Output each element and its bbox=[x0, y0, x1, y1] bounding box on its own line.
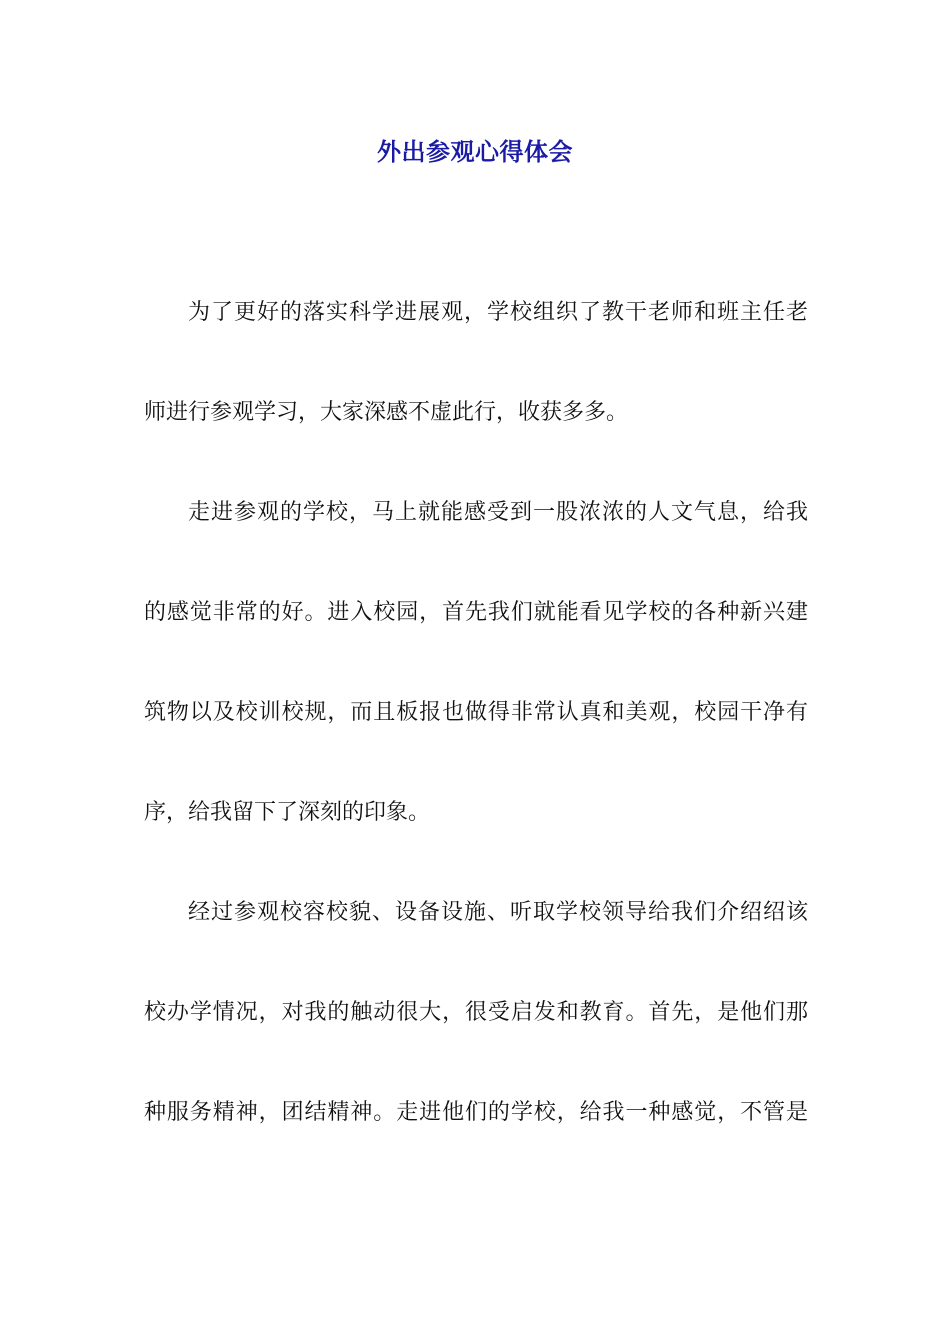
paragraph-3-line-2: 校办学情况，对我的触动很大，很受启发和教育。首先，是他们那 bbox=[144, 1000, 808, 1025]
paragraph-2-line-3: 筑物以及校训校规，而且板报也做得非常认真和美观，校园干净有 bbox=[144, 700, 808, 725]
paragraph-3-line-3: 种服务精神，团结精神。走进他们的学校，给我一种感觉，不管是 bbox=[144, 1100, 808, 1125]
paragraph-3-line-1: 经过参观校容校貌、设备设施、听取学校领导给我们介绍绍该 bbox=[188, 900, 808, 925]
paragraph-2-line-1: 走进参观的学校，马上就能感受到一股浓浓的人文气息，给我 bbox=[188, 500, 808, 525]
document-body bbox=[144, 292, 808, 1192]
paragraph-2-line-2: 的感觉非常的好。进入校园，首先我们就能看见学校的各种新兴建 bbox=[144, 600, 808, 625]
paragraph-2-line-4: 序，给我留下了深刻的印象。 bbox=[144, 800, 431, 825]
paragraph-1-line-1: 为了更好的落实科学进展观，学校组织了教干老师和班主任老 bbox=[188, 300, 808, 325]
document-title: 外出参观心得体会 bbox=[377, 138, 573, 166]
paragraph-1-line-2: 师进行参观学习，大家深感不虚此行，收获多多。 bbox=[144, 400, 629, 425]
